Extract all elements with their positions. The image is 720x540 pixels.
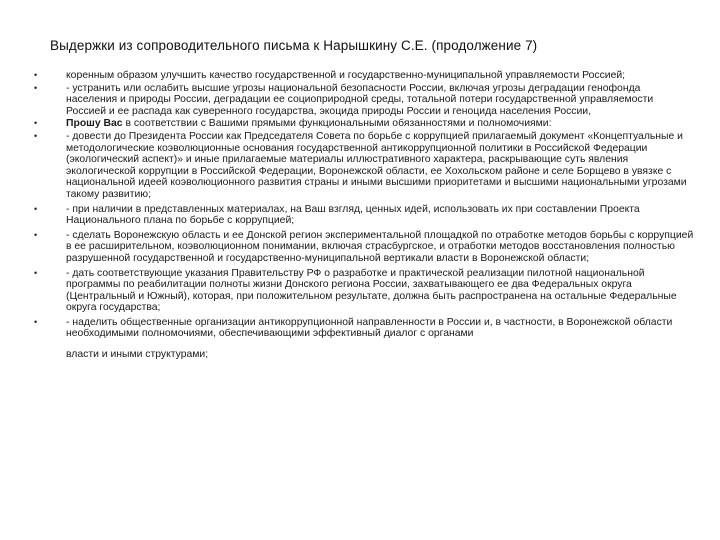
list-item-bold-prefix: Прошу Вас [66,118,123,130]
slide-title: Выдержки из сопроводительного письма к Нарышкину С.Е. (продолжение 7) [50,38,538,53]
list-item [0,317,720,361]
bullet-icon: • [34,130,38,141]
bullet-icon: • [34,229,38,240]
list-item [0,204,720,227]
bullet-icon: • [34,118,38,129]
list-item [0,268,720,314]
list-item-text: коренным образом улучшить качество государственной и государственно-муниципальной управляемости Россией; [66,70,626,81]
bullet-icon: • [34,316,38,327]
bullet-icon: • [34,82,38,93]
bullet-icon: • [34,267,38,278]
list-item [0,83,720,118]
bullet-list [0,70,720,361]
list-item [0,230,720,265]
list-item-continuation: власти и иными структурами; [66,349,209,361]
bullet-icon: • [34,70,38,80]
list-item-text: - дать соответствующие указания Правительству РФ о разработке и практической реализации пилотной национальной программы по реабилитации полноты жизни Донского региона России, захватывающего ее два Федеральных округа (Центральный и Южный), которая, при положительном результате, должна быть распространена на остальные Федеральные округа государства; [66,267,677,314]
list-item [0,70,720,82]
list-item-text: - довести до Президента России как Председателя Совета по борьбе с коррупцией прилагаемый документ «Концептуальные и методологические коэволюционные основания государственной антикоррупционной политики в Российской Федерации (экологический аспект)» и иные прилагаемые материалы иллюстративного характера, раскрывающие суть явления экологической коррупции в Российской Федерации, Воронежской области, ее Хохольском районе и селе Борщево в увязке с национальной идеей коэволюционного развития страны и иными высшими приоритетами и высшими национальными угрозами такому развитию; [66,130,687,200]
list-item-text: - сделать Воронежскую область и ее Донской регион экспериментальной площадкой по отработке методов борьбы с коррупцией в ее расширительном, коэволюционном понимании, включая страсбургское, и отработки методов восстановления полностью разрушенной государственной и государственно-муниципальной вертикали власти в Воронежской области; [66,229,694,264]
list-item-text: - устранить или ослабить высшие угрозы национальной безопасности России, включая угрозы деградации генофонда населения и природы России, деградации ее социоприродной среды, тотальной потери государственной управляемости Россией и ее распада как суверенного государства, экоцида природы России и геноцида населения России, [66,82,654,117]
list-item [0,131,720,201]
list-item-text: - наделить общественные организации антикоррупционной направленности в России и, в частности, в Воронежской области необходимыми полномочиями, обеспечивающими эффективный диалог с органами [66,316,673,340]
bullet-icon: • [34,203,38,214]
list-item-text [66,118,551,129]
list-item-text: - при наличии в представленных материалах, на Ваш взгляд, ценных идей, использовать их при составлении Проекта Национального плана по борьбе с коррупцией; [66,203,640,227]
list-item [0,118,720,130]
list-item-rest: в соответствии с Вашими прямыми функциональными обязанностями и полномочиями: [122,118,552,130]
